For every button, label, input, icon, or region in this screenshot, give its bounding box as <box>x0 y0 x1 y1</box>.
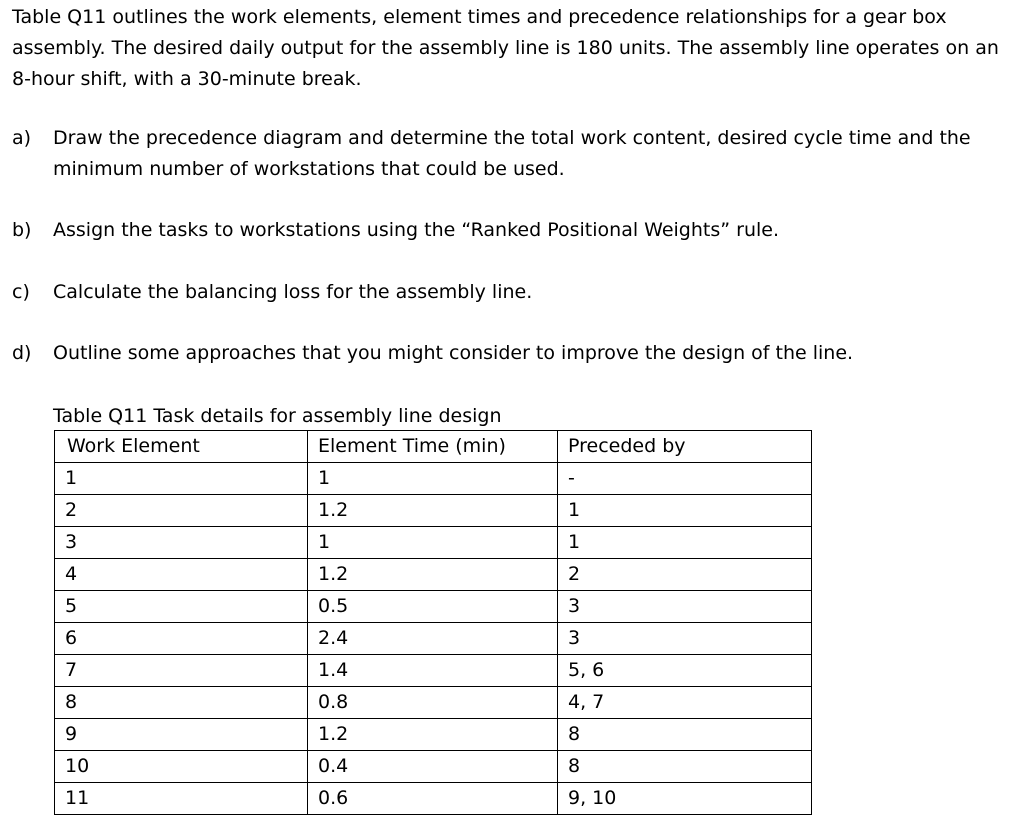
preceded-by-cell: 5, 6 <box>558 655 812 687</box>
element-time-cell: 1.2 <box>308 559 558 591</box>
work-element-cell: 5 <box>55 591 308 623</box>
work-element-cell: 10 <box>55 751 308 783</box>
work-element-cell: 9 <box>55 719 308 751</box>
header-preceded-by: Preceded by <box>558 431 812 463</box>
question-c <box>12 277 1012 308</box>
work-element-cell: 11 <box>55 783 308 815</box>
table-row <box>55 719 812 751</box>
work-element-cell: 7 <box>55 655 308 687</box>
intro-paragraph: Table Q11 outlines the work elements, element times and precedence relationships for a gear box assembly. The desired daily output for the assembly line is 180 units. The assembly line operates on an 8-hour shift, with a 30-minute break. <box>12 6 999 90</box>
question-b <box>12 215 1012 246</box>
element-time-cell: 0.8 <box>308 687 558 719</box>
header-work-element: Work Element <box>55 431 308 463</box>
work-element-cell: 3 <box>55 527 308 559</box>
element-time-cell: 0.5 <box>308 591 558 623</box>
work-element-cell: 2 <box>55 495 308 527</box>
task-details-table <box>54 430 812 815</box>
question-text: Calculate the balancing loss for the assembly line. <box>53 281 533 303</box>
preceded-by-cell: - <box>558 463 812 495</box>
table-row <box>55 527 812 559</box>
table-caption: Table Q11 Task details for assembly line design <box>53 405 502 427</box>
preceded-by-cell: 9, 10 <box>558 783 812 815</box>
element-time-cell: 1 <box>308 527 558 559</box>
preceded-by-cell: 4, 7 <box>558 687 812 719</box>
question-text: Draw the precedence diagram and determine the total work content, desired cycle time and the minimum number of workstations that could be used. <box>53 127 971 180</box>
table-row <box>55 559 812 591</box>
preceded-by-cell: 3 <box>558 623 812 655</box>
preceded-by-cell: 8 <box>558 719 812 751</box>
preceded-by-cell: 1 <box>558 527 812 559</box>
table-row <box>55 623 812 655</box>
question-label: d) <box>12 342 32 364</box>
preceded-by-cell: 2 <box>558 559 812 591</box>
table-row <box>55 655 812 687</box>
question-a <box>12 123 1012 185</box>
element-time-cell: 0.6 <box>308 783 558 815</box>
work-element-cell: 1 <box>55 463 308 495</box>
table-row <box>55 783 812 815</box>
question-text: Outline some approaches that you might consider to improve the design of the line. <box>53 342 854 364</box>
preceded-by-cell: 8 <box>558 751 812 783</box>
table-row <box>55 495 812 527</box>
table-header-row <box>55 431 812 463</box>
table-row <box>55 463 812 495</box>
element-time-cell: 2.4 <box>308 623 558 655</box>
work-element-cell: 6 <box>55 623 308 655</box>
element-time-cell: 1.4 <box>308 655 558 687</box>
table-row <box>55 751 812 783</box>
table-row <box>55 591 812 623</box>
preceded-by-cell: 3 <box>558 591 812 623</box>
element-time-cell: 1.2 <box>308 719 558 751</box>
question-label: b) <box>12 219 32 241</box>
work-element-cell: 8 <box>55 687 308 719</box>
table-row <box>55 687 812 719</box>
question-label: c) <box>12 281 30 303</box>
question-text: Assign the tasks to workstations using the “Ranked Positional Weights” rule. <box>53 219 779 241</box>
element-time-cell: 1 <box>308 463 558 495</box>
question-label: a) <box>12 127 32 149</box>
preceded-by-cell: 1 <box>558 495 812 527</box>
question-d <box>12 338 1012 369</box>
header-element-time: Element Time (min) <box>308 431 558 463</box>
work-element-cell: 4 <box>55 559 308 591</box>
element-time-cell: 1.2 <box>308 495 558 527</box>
element-time-cell: 0.4 <box>308 751 558 783</box>
